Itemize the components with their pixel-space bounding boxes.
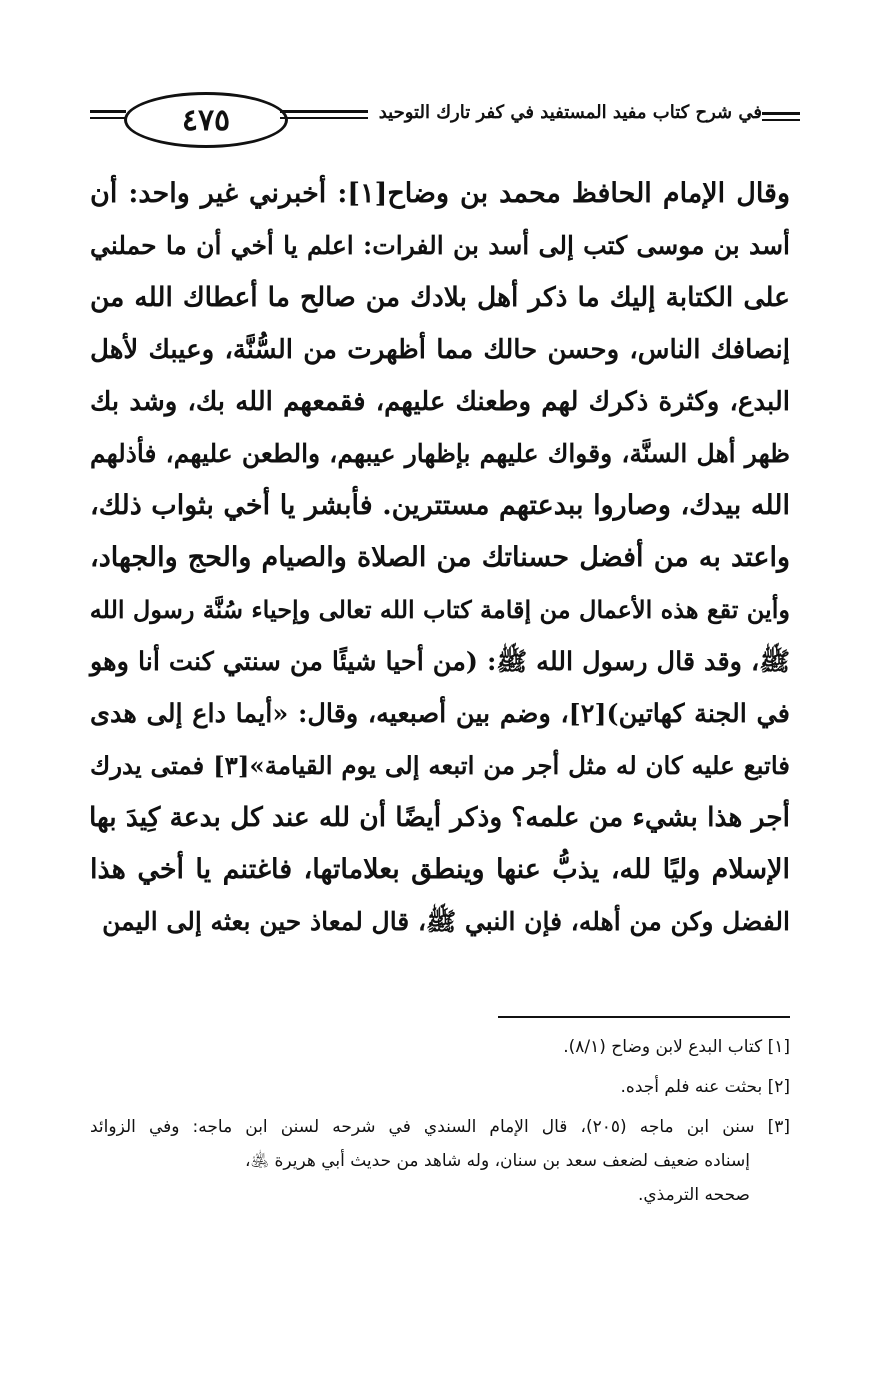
text-line: البدع، وكثرة ذكرك لهم وطعنك عليهم، فقمعهم الله بك، وشد بك [90,387,790,417]
footnote-separator [498,1016,790,1018]
footnote-3-continuation: صححه الترمذي. [637,1185,750,1205]
header-rule-right [762,112,800,121]
text-line: الله بيدك، وصاروا ببدعتهم مستترين. فأبشر يا أخي بثواب ذلك، [90,490,790,521]
text-line: أجر هذا بشيء من علمه؟ وذكر أيضًا أن لله عند كل بدعة كِيدَ بها [88,802,790,833]
main-text [90,168,790,948]
page-number-oval [124,92,288,148]
text-line: في الجنة كهاتين)[٢]، وضم بين أصبعيه، وقال: «أيما داع إلى هدى [90,699,790,729]
footnotes [90,1030,790,1212]
footnote-3: [٣] سنن ابن ماجه (٢٠٥)، قال الإمام السندي في شرحه لسنن ابن ماجه: وفي الزوائد [90,1117,791,1137]
footnote-3-continuation: إسناده ضعيف لضعف سعد بن سنان، وله شاهد من حديث أبي هريرة ﵁، [244,1151,750,1171]
header-rule-left-inner [280,110,368,119]
text-line: ظهر أهل السنَّة، وقواك عليهم بإظهار عيبهم، والطعن عليهم، فأذلهم [90,439,790,468]
footnote-1: [١] كتاب البدع لابن وضاح (٨/١). [563,1037,790,1057]
footnote-2: [٢] بحثت عنه فلم أجده. [620,1077,790,1097]
text-line: الفضل وكن من أهله، فإن النبي ﷺ، قال لمعاذ حين بعثه إلى اليمن [102,907,790,936]
text-line: واعتد به من أفضل حسناتك من الصلاة والصيام والحج والجهاد، [90,542,790,573]
page-header [80,88,800,154]
page-number: ٤٧٥ [181,102,231,138]
text-line: وأين تقع هذه الأعمال من إقامة كتاب الله تعالى وإحياء سُنَّة رسول الله [89,595,790,624]
text-line: على الكتابة إليك ما ذكر أهل بلادك من صالح ما أعطاك الله من [90,282,790,313]
text-line: الإسلام وليًا لله، يذبُّ عنها وينطق بعلاماتها، فاغتنم يا أخي هذا [90,854,790,885]
header-rule-left-outer [90,110,126,119]
text-line: وقال الإمام الحافظ محمد بن وضاح[١]: أخبرني غير واحد: أن [90,178,790,209]
text-line: أسد بن موسى كتب إلى أسد بن الفرات: اعلم يا أخي أن ما حملني [90,231,790,260]
text-line: إنصافك الناس، وحسن حالك مما أظهرت من السُّنَّة، وعيبك لأهل [90,335,790,365]
running-title: في شرح كتاب مفيد المستفيد في كفر تارك التوحيد [378,102,762,123]
text-line: فاتبع عليه كان له مثل أجر من اتبعه إلى يوم القيامة»[٣] فمتى يدرك [90,751,790,780]
text-line: ﷺ، وقد قال رسول الله ﷺ: (من أحيا شيئًا من سنتي كنت أنا وهو [90,647,790,677]
